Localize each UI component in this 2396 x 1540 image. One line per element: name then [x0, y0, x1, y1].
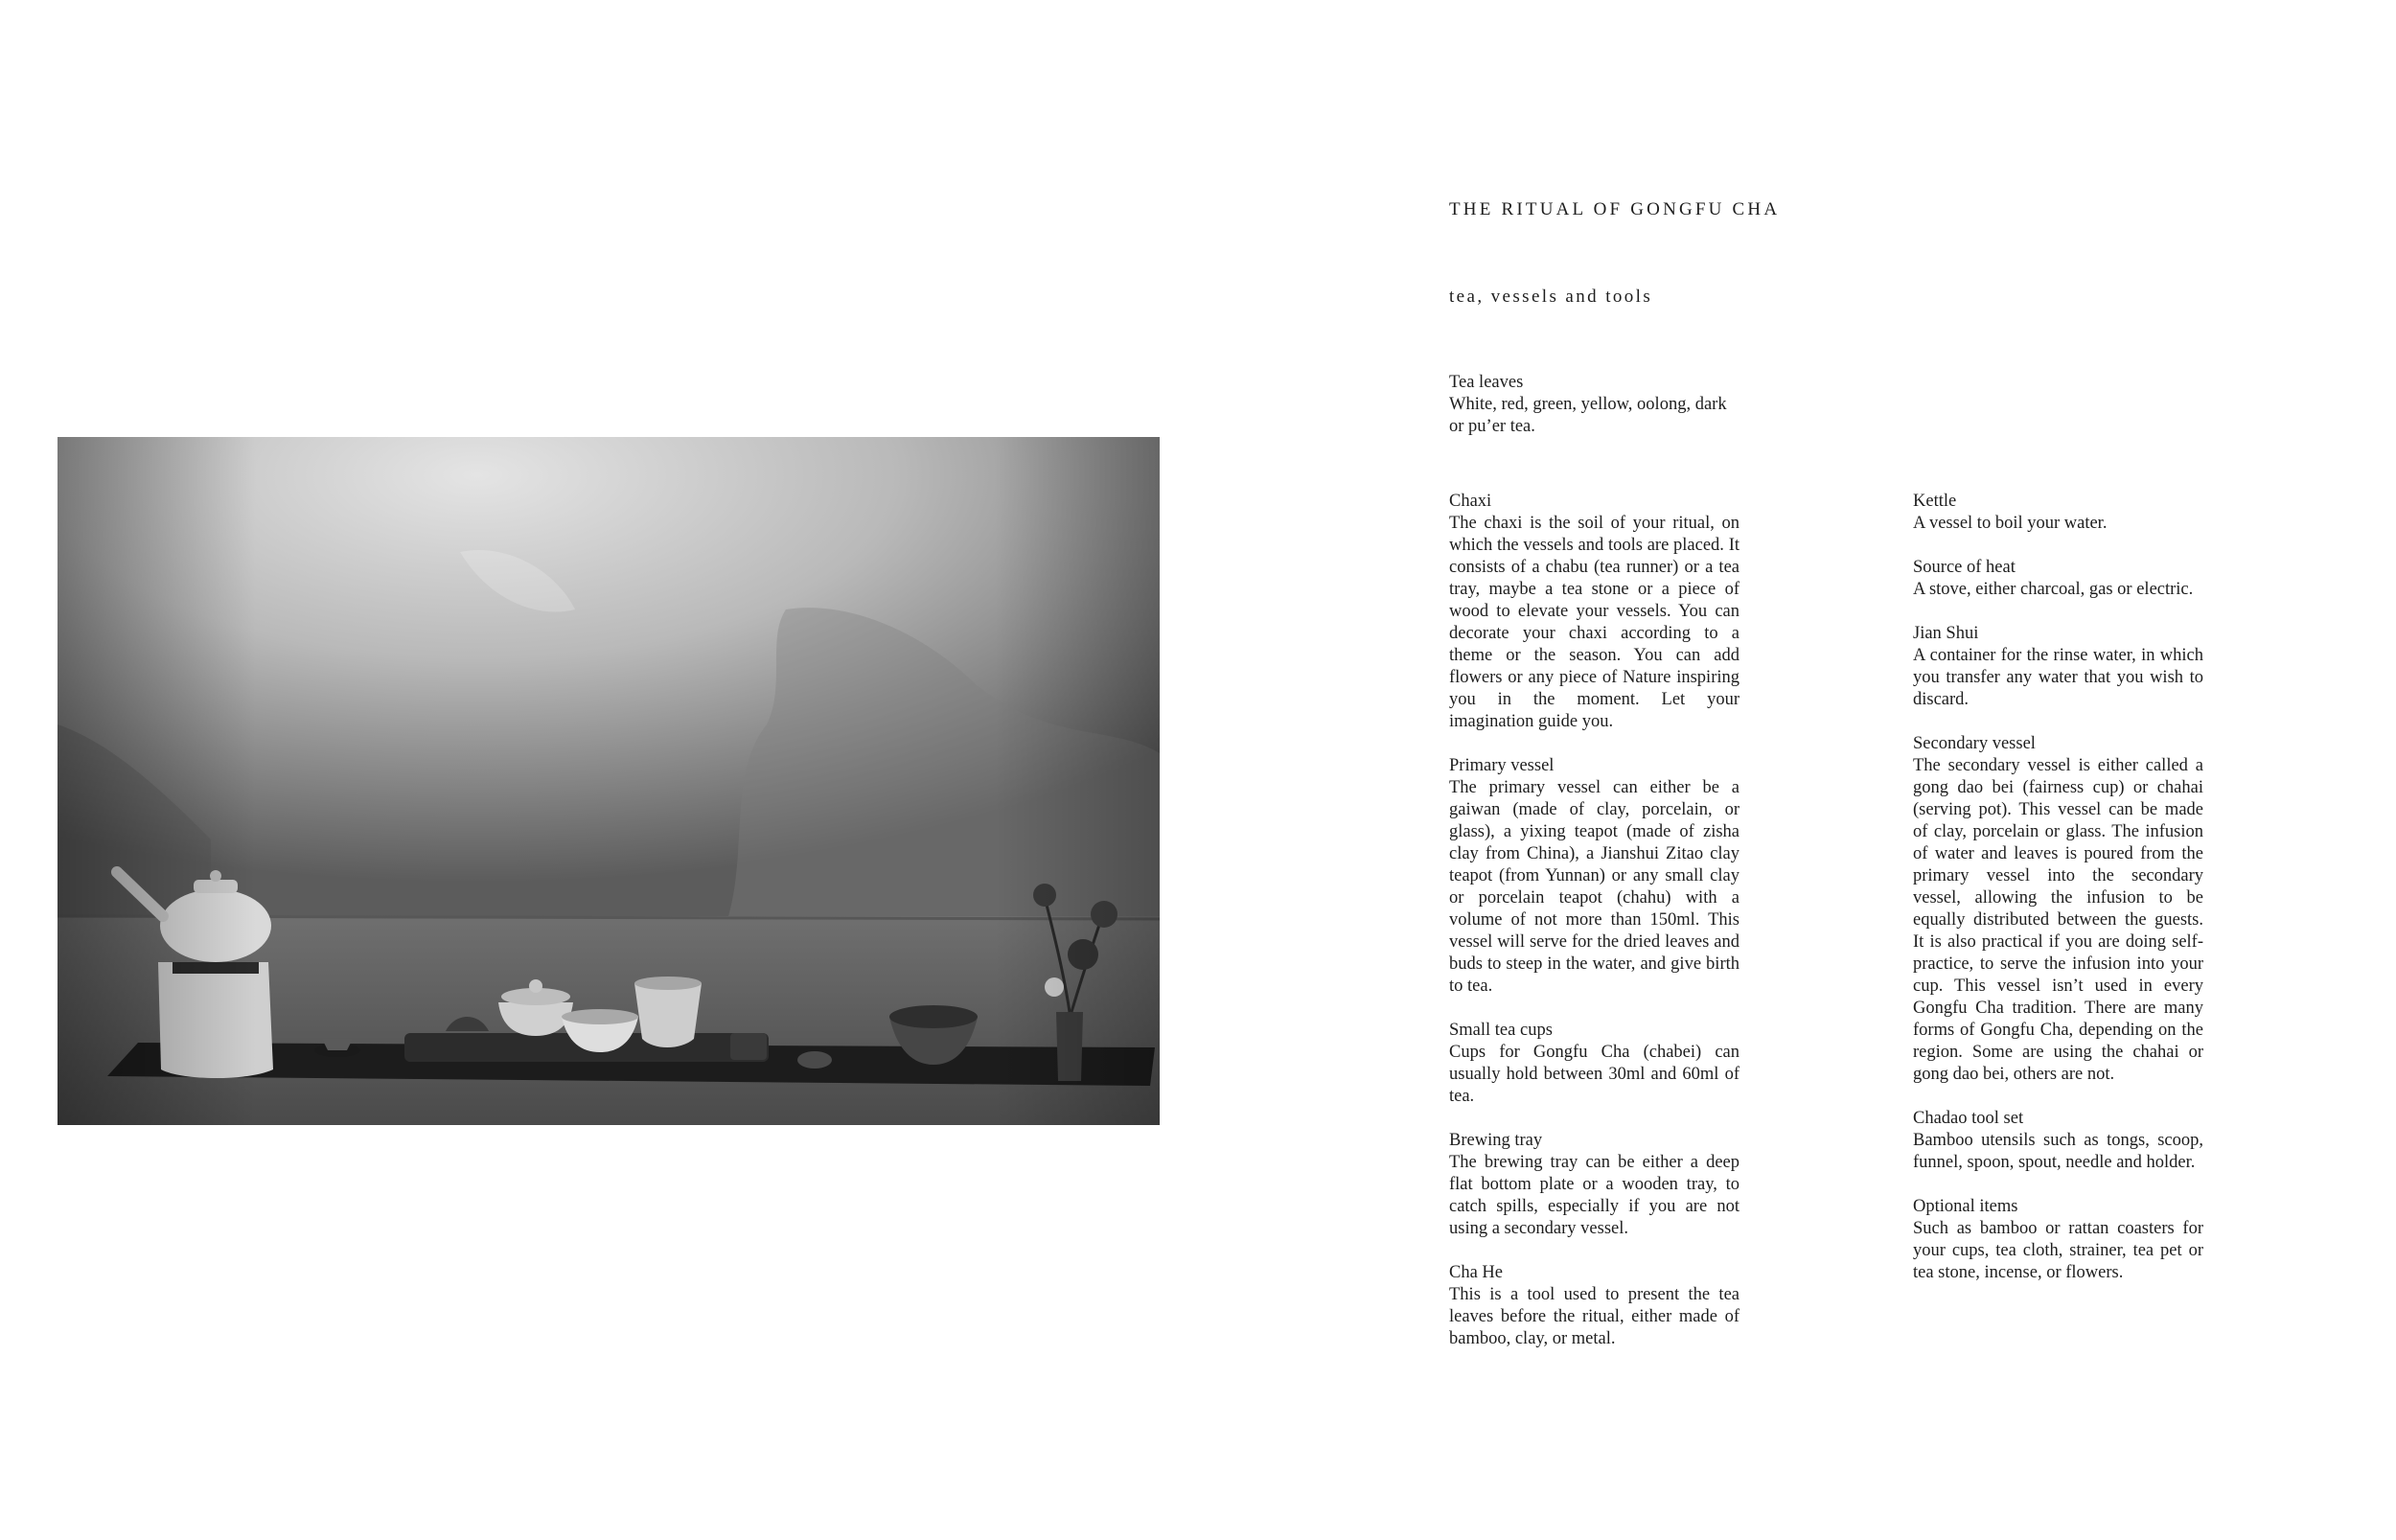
section-heading: Source of heat: [1913, 558, 2016, 577]
section-heading: Chadao tool set: [1913, 1109, 2024, 1128]
section-primary-vessel: [1449, 755, 1739, 998]
section-kettle: [1913, 491, 2203, 535]
section-body: A vessel to boil your water.: [1913, 514, 2108, 533]
section-source-of-heat: [1913, 557, 2203, 601]
section-heading: Chaxi: [1449, 492, 1492, 511]
section-body: A stove, either charcoal, gas or electric.: [1913, 580, 2194, 599]
section-heading: Kettle: [1913, 492, 1957, 511]
right-column: [1913, 491, 2203, 1306]
section-body: The brewing tray can be either a deep flat bottom plate or a wooden tray, to catch spills, especially if you are not using a secondary vessel.: [1449, 1153, 1739, 1238]
section-heading: Jian Shui: [1913, 624, 1979, 643]
section-body: The secondary vessel is either called a gong dao bei (fairness cup) or chahai (serving pot). This vessel can be made of clay, porcelain or glass. The infusion of water and leaves is poured from the primary vessel into the secondary vessel, allowing the infusion to be equally distributed between the guests. It is also practical if you are doing self-practice, to serve the infusion into your cup. This vessel isn’t used in every Gongfu Cha tradition. There are many forms of Gongfu Cha, depending on the region. Some are using the chahai or gong dao bei, others are not.: [1913, 756, 2203, 1084]
section-heading: Brewing tray: [1449, 1131, 1543, 1150]
section-chaxi: [1449, 491, 1739, 733]
section-heading: Small tea cups: [1449, 1021, 1553, 1040]
section-jian-shui: [1913, 623, 2203, 711]
section-brewing-tray: [1449, 1130, 1739, 1240]
section-secondary-vessel: [1913, 733, 2203, 1086]
page-title: THE RITUAL OF GONGFU CHA: [1449, 199, 1781, 219]
section-heading: Optional items: [1913, 1197, 2018, 1216]
section-optional-items: [1913, 1196, 2203, 1284]
section-heading: Primary vessel: [1449, 756, 1555, 775]
left-column: [1449, 491, 1739, 1372]
intro-block: [1449, 372, 1737, 438]
section-body: The chaxi is the soil of your ritual, on which the vessels and tools are placed. It consists of a chabu (tea runner) or a tea tray, maybe a tea stone or a piece of wood to elevate your vessels. You can decorate your chaxi according to a theme or the season. You can add flowers or any piece of Nature inspiring you in the moment. Let your imagination guide you.: [1449, 514, 1739, 731]
tea-ceremony-photo-graphic: [58, 437, 1160, 1125]
section-body: Such as bamboo or rattan coasters for your cups, tea cloth, strainer, tea pet or tea stone, incense, or flowers.: [1913, 1219, 2203, 1282]
section-body: Bamboo utensils such as tongs, scoop, funnel, spoon, spout, needle and holder.: [1913, 1131, 2203, 1172]
section-body: This is a tool used to present the tea leaves before the ritual, either made of bamboo, clay, or metal.: [1449, 1285, 1739, 1348]
intro-body: White, red, green, yellow, oolong, dark or pu’er tea.: [1449, 395, 1727, 436]
section-small-tea-cups: [1449, 1020, 1739, 1108]
page-subtitle: tea, vessels and tools: [1449, 287, 1653, 307]
section-heading: Cha He: [1449, 1263, 1503, 1282]
tea-ceremony-photo: [58, 437, 1160, 1125]
section-body: The primary vessel can either be a gaiwan (made of clay, porcelain, or glass), a yixing teapot (made of zisha clay from China), a Jianshui Zitao clay teapot (from Yunnan) or any small clay or porcelain teapot (chahu) with a volume of not more than 150ml. This vessel will serve for the dried leaves and buds to steep in the water, and give birth to tea.: [1449, 778, 1739, 996]
section-chadao-tool-set: [1913, 1108, 2203, 1174]
section-body: A container for the rinse water, in which you transfer any water that you wish to discard.: [1913, 646, 2203, 709]
section-heading: Secondary vessel: [1913, 734, 2036, 753]
section-body: Cups for Gongfu Cha (chabei) can usually hold between 30ml and 60ml of tea.: [1449, 1043, 1739, 1106]
section-cha-he: [1449, 1262, 1739, 1350]
intro-heading: Tea leaves: [1449, 373, 1524, 392]
